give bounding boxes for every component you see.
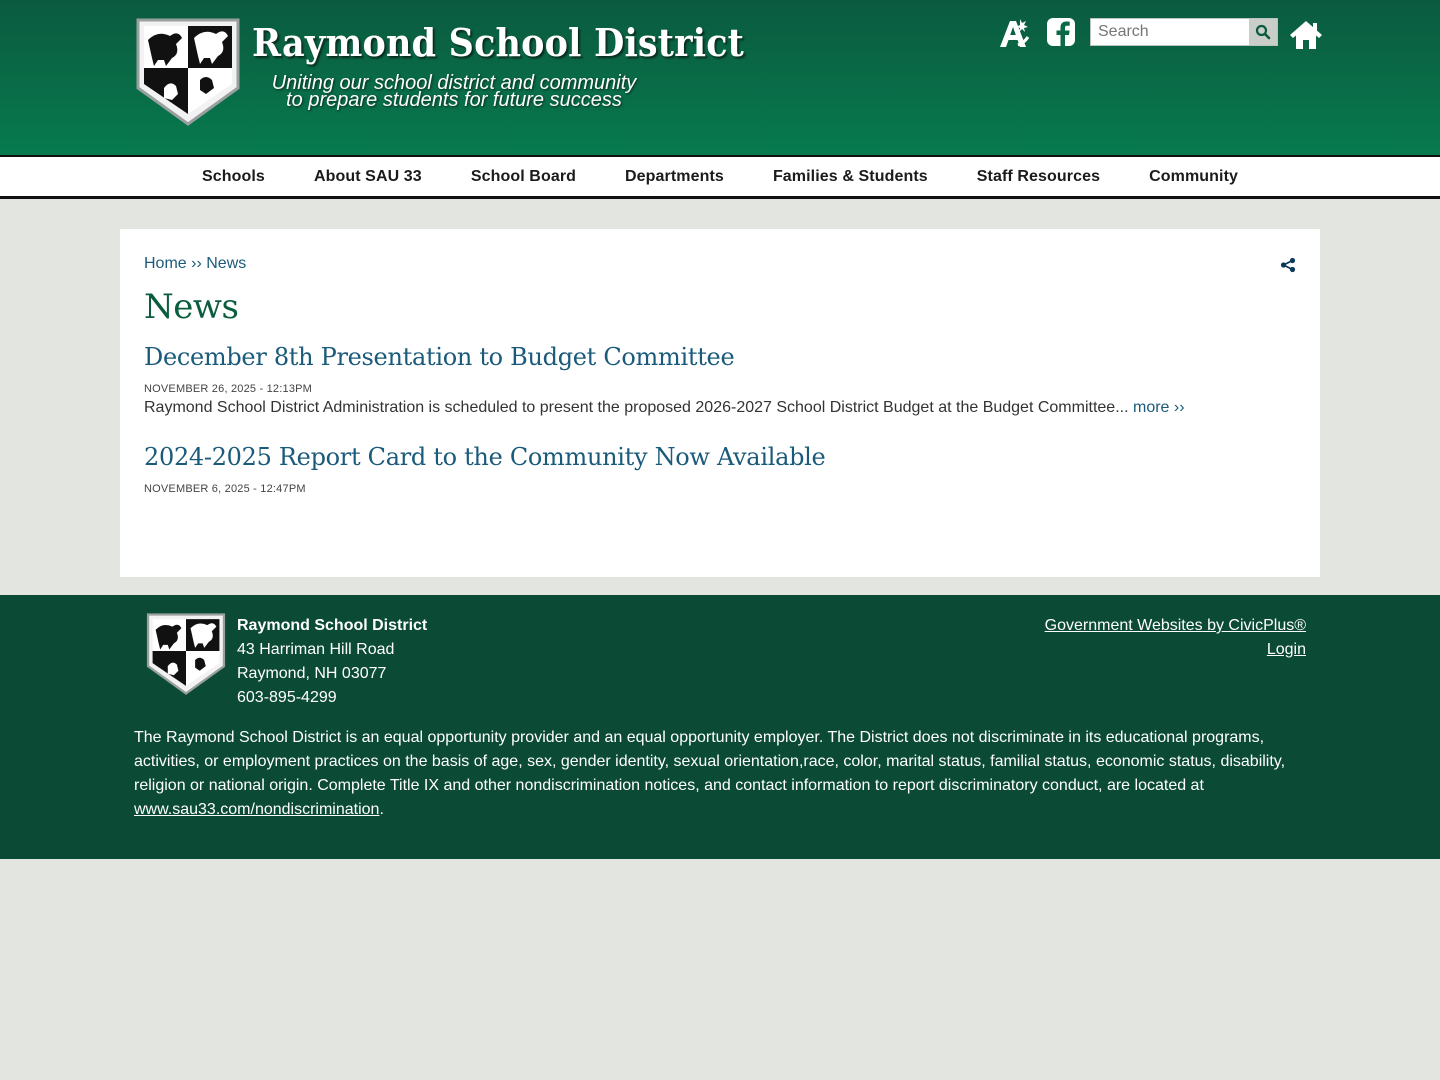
nav-item-about-sau-33[interactable]: About SAU 33 xyxy=(313,167,422,185)
footer-links xyxy=(1045,614,1306,662)
share-icon[interactable] xyxy=(1280,257,1296,273)
breadcrumb-separator: ›› xyxy=(191,255,202,272)
facebook-icon[interactable] xyxy=(1044,15,1080,51)
site-footer xyxy=(0,595,1440,859)
notice-end: . xyxy=(379,801,384,818)
search-button[interactable] xyxy=(1249,19,1277,45)
nondiscrimination-link[interactable]: www.sau33.com/nondiscrimination xyxy=(134,801,380,818)
nondiscrimination-notice xyxy=(134,726,1294,822)
site-logo[interactable] xyxy=(134,18,745,128)
news-summary-text: Raymond School District Administration is scheduled to present the proposed 2026-2027 School District Budget at the Budget Committee... xyxy=(144,399,1129,416)
read-more-link[interactable]: more ›› xyxy=(1132,399,1185,416)
footer-address xyxy=(237,614,427,710)
breadcrumb-home-link[interactable]: Home xyxy=(144,255,187,272)
search-box xyxy=(1090,18,1278,46)
tagline-line-1: Uniting our school district and community xyxy=(271,72,637,94)
news-item xyxy=(144,443,1296,495)
notice-text: The Raymond School District is an equal opportunity provider and an equal opportunity employer. The District does not discriminate in its educational programs, activities, or employment practices on the basis of age, sex, gender identity, sexual orientation,race, color, marital status, familial status, economic status, disability, religion or national origin. Complete Title IX and other nondiscrimination notices, and contact information to report discriminatory conduct, are located at xyxy=(134,729,1286,794)
site-tagline xyxy=(268,72,640,111)
news-item xyxy=(144,343,1296,417)
footer-address-line-1: 43 Harriman Hill Road xyxy=(237,641,395,658)
breadcrumb xyxy=(144,255,1296,273)
footer-address-line-2: Raymond, NH 03077 xyxy=(237,665,387,682)
login-link[interactable]: Login xyxy=(1266,641,1306,658)
translate-icon[interactable] xyxy=(996,15,1032,51)
nav-item-schools[interactable]: Schools xyxy=(202,167,265,185)
footer-crest-logo xyxy=(145,613,227,695)
news-summary xyxy=(144,399,1296,417)
home-icon[interactable] xyxy=(1288,17,1324,53)
site-title[interactable]: Raymond School District xyxy=(252,20,745,65)
main-navigation xyxy=(0,155,1440,199)
main-content xyxy=(120,229,1320,577)
nav-item-departments[interactable]: Departments xyxy=(625,167,724,185)
site-header xyxy=(0,0,1440,155)
tagline-line-2: to prepare students for future success xyxy=(286,89,622,111)
footer-org-name: Raymond School District xyxy=(237,617,428,634)
crest-logo xyxy=(134,18,242,126)
news-date: NOVEMBER 6, 2025 - 12:47PM xyxy=(144,483,306,495)
page-title: News xyxy=(144,287,239,327)
header-tools xyxy=(996,15,1322,51)
news-title-link[interactable]: 2024-2025 Report Card to the Community Now Available xyxy=(144,443,826,471)
footer-phone: 603-895-4299 xyxy=(237,689,337,706)
nav-item-community[interactable]: Community xyxy=(1149,167,1238,185)
news-date: NOVEMBER 26, 2025 - 12:13PM xyxy=(144,383,313,395)
nav-item-families-students[interactable]: Families & Students xyxy=(772,167,928,185)
civicplus-link[interactable]: Government Websites by CivicPlus® xyxy=(1044,617,1306,634)
nav-item-staff-resources[interactable]: Staff Resources xyxy=(976,167,1101,185)
search-icon xyxy=(1255,24,1271,40)
breadcrumb-news-link[interactable]: News xyxy=(206,255,247,272)
nav-item-school-board[interactable]: School Board xyxy=(470,167,577,185)
news-title-link[interactable]: December 8th Presentation to Budget Committee xyxy=(144,343,735,371)
search-input[interactable] xyxy=(1091,19,1249,45)
